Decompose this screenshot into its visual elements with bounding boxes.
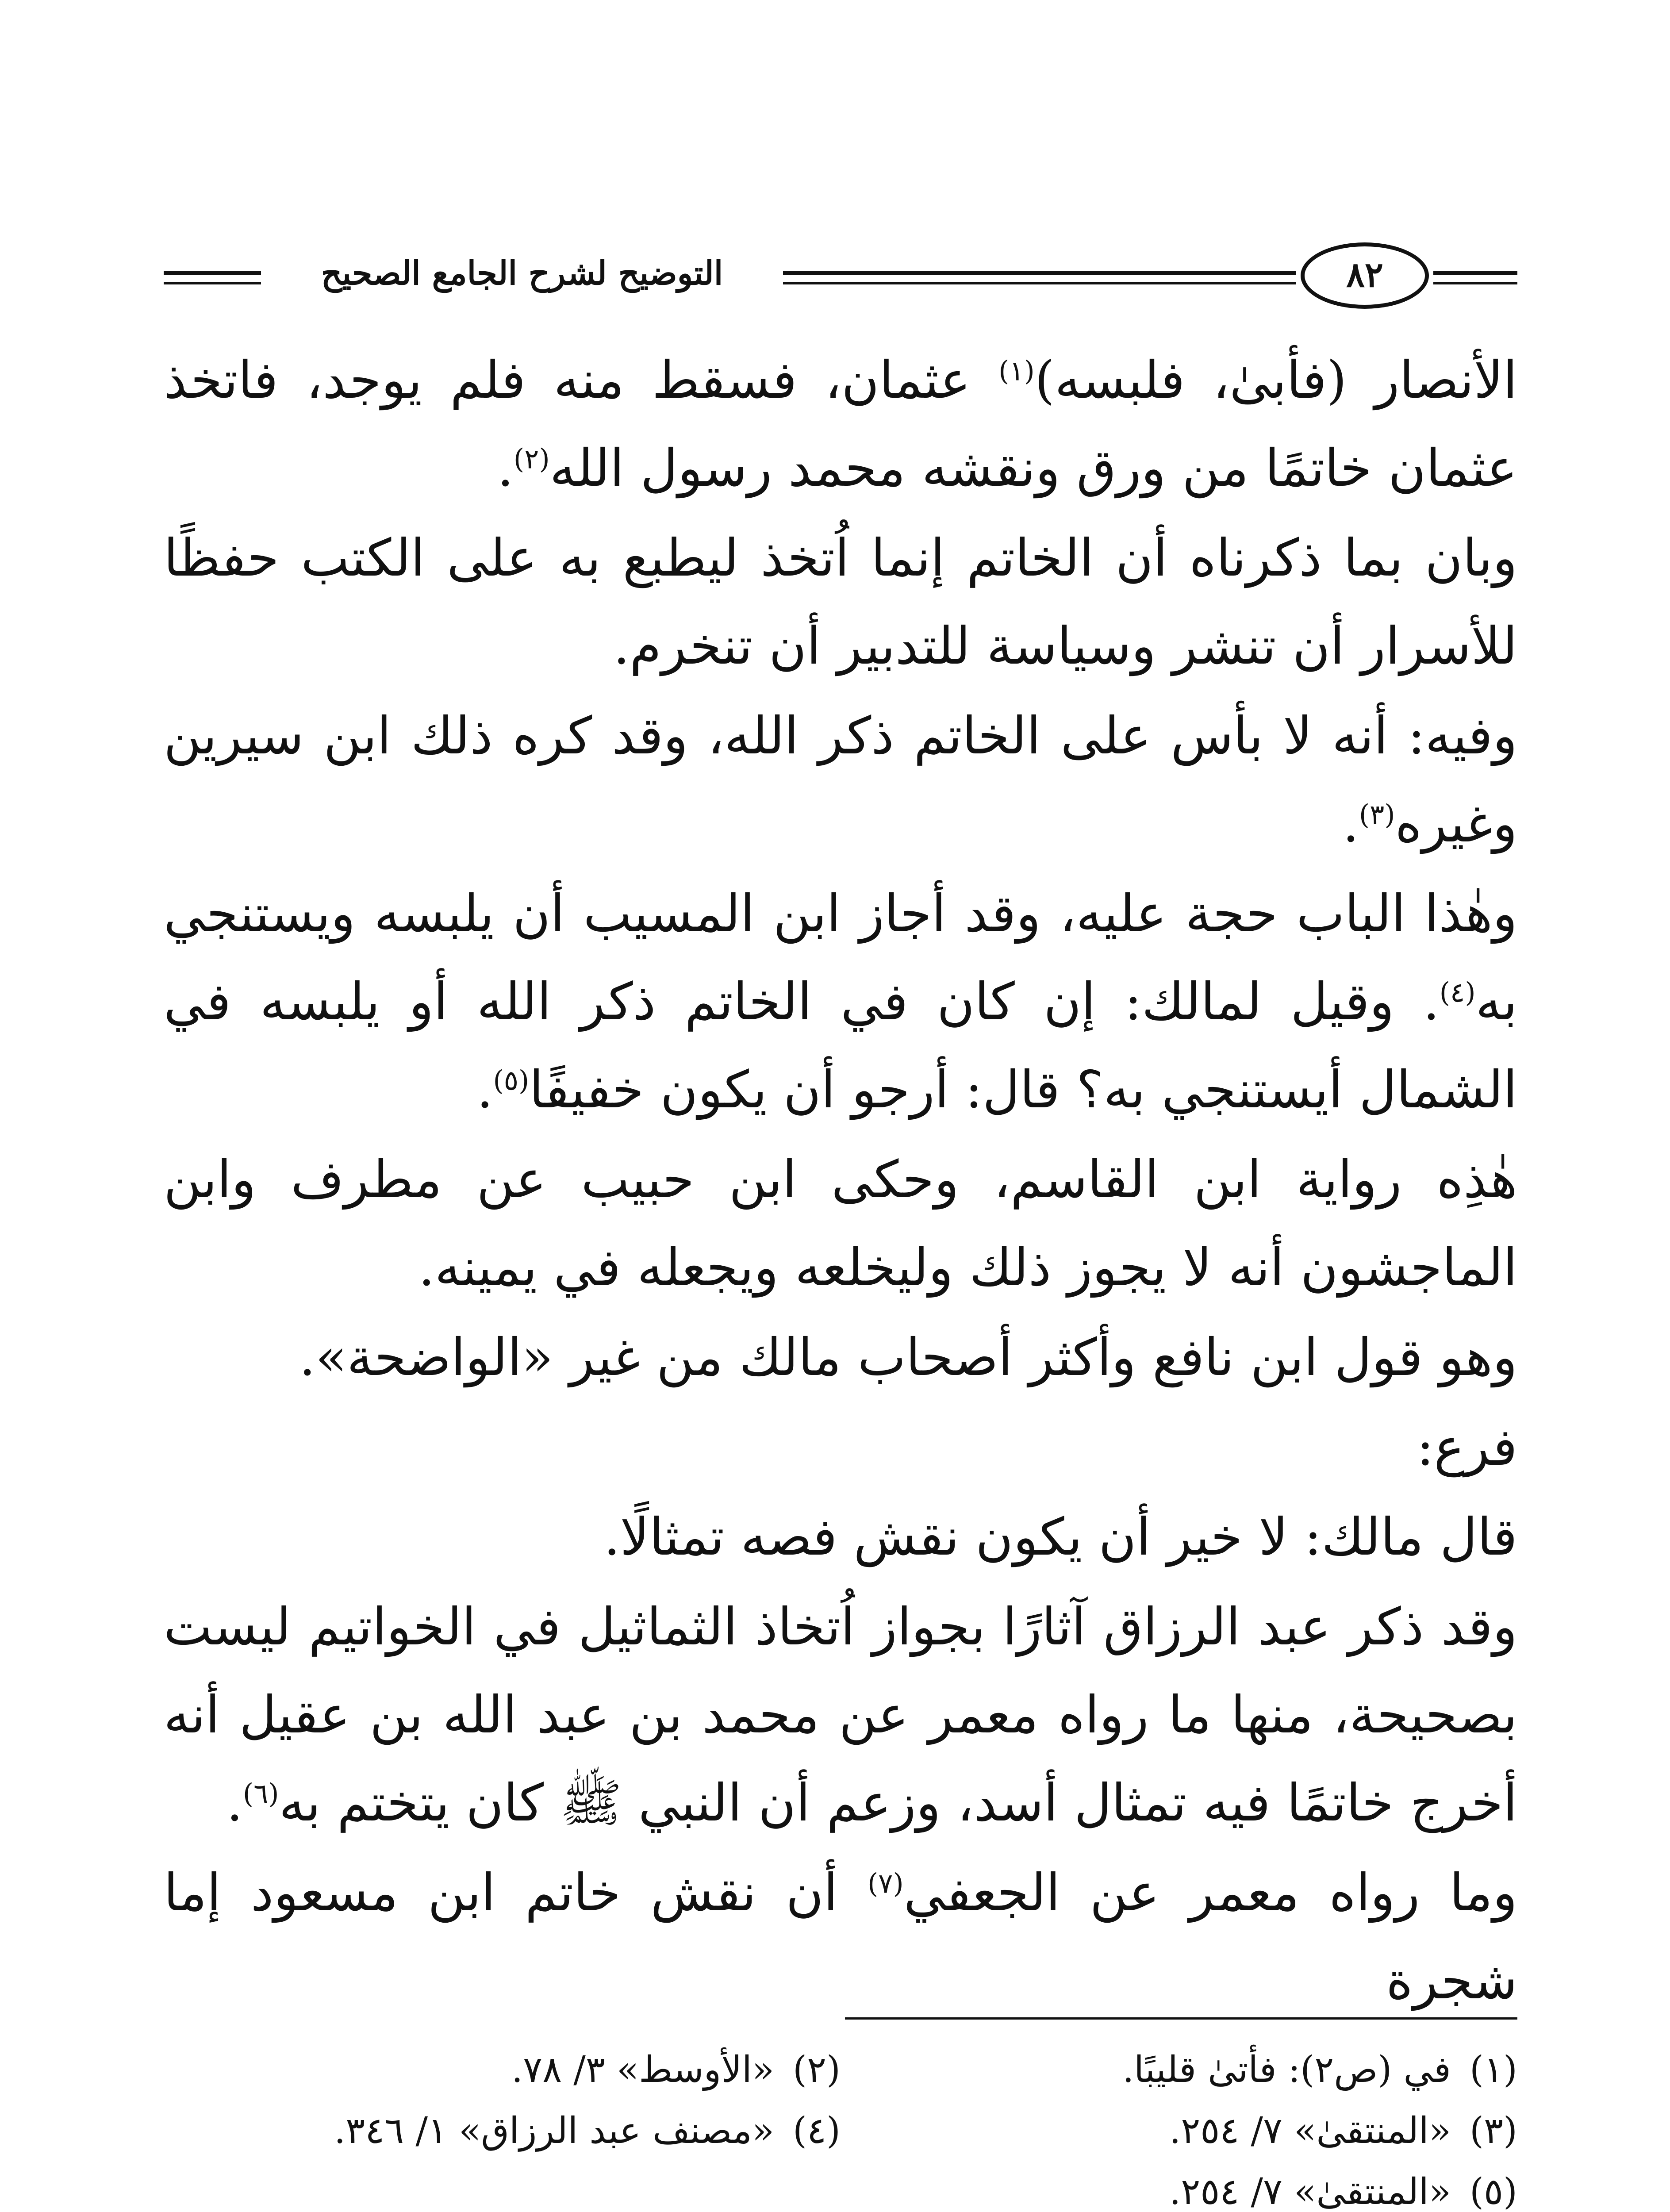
main-text	[164, 336, 1517, 2025]
footnote-text: «المنتقىٰ» ٧/ ٢٥٤.	[1169, 2110, 1451, 2152]
paragraph	[164, 336, 1517, 512]
text-run: وهٰذا الباب حجة عليه، وقد أجاز ابن المسيب أن يلبسه ويستنجي به	[164, 884, 1517, 1032]
paragraph	[164, 1583, 1517, 1847]
text-run: .	[1342, 794, 1359, 854]
text-run: وقد ذكر عبد الرزاق آثارًا بجواز اُتخاذ الثماثيل في الخواتيم ليست بصحيحة، منها ما رواه معمر عن محمد بن عبد الله بن عقيل أنه أخرج خاتمًا فيه تمثال أسد، وزعم أن النبي ﷺ كان يتختم به	[164, 1597, 1517, 1833]
text-run: وفيه: أنه لا بأس على الخاتم ذكر الله، وقد كره ذلك ابن سيرين وغيره	[164, 706, 1517, 854]
paragraph: وهو قول ابن نافع وأكثر أصحاب مالك من غير «الواضحة».	[299, 1328, 1517, 1387]
footnote-text: «المنتقىٰ» ٧/ ٢٥٤.	[1169, 2171, 1451, 2212]
paragraph	[164, 692, 1517, 868]
text-run: وما رواه معمر عن الجعفي	[903, 1863, 1517, 1923]
text-run: .	[497, 438, 514, 498]
paragraph	[164, 870, 1517, 1134]
page-number: ٨٢	[1301, 242, 1429, 309]
header-rule	[783, 282, 1296, 284]
header-rule	[164, 282, 261, 284]
footnote-ref: (١)	[998, 354, 1035, 387]
footnote-text: «الأوسط» ٣/ ٧٨.	[511, 2049, 774, 2091]
footnote-text: «مصنف عبد الرزاق» ١/ ٣٤٦.	[334, 2110, 774, 2152]
text-run: .	[476, 1060, 493, 1120]
footnote	[164, 2101, 841, 2162]
text-run: أن نقش خاتم ابن مسعود إما شجرة	[164, 1863, 1517, 2011]
footnote-row	[164, 2162, 1517, 2212]
footnote-ref: (٧)	[867, 1867, 904, 1900]
paragraph: قال مالك: لا خير أن يكون نقش فصه تمثالًا.	[603, 1507, 1517, 1567]
footnote-ref: (٤)	[1439, 976, 1476, 1009]
footnote-row	[164, 2039, 1517, 2101]
footnote-number: (٢)	[792, 2049, 841, 2091]
footnote-number: (٥)	[1469, 2171, 1517, 2212]
book-title: التوضيح لشرح الجامع الصحيح	[321, 254, 723, 292]
paragraph	[164, 1849, 1517, 2025]
running-header	[164, 230, 1517, 319]
header-rule	[164, 271, 261, 275]
footnote-number: (١)	[1469, 2049, 1517, 2091]
footnote-ref: (٢)	[513, 442, 550, 475]
footnote	[841, 2162, 1517, 2212]
footnote-separator	[845, 2017, 1517, 2020]
footnote-ref: (٦)	[242, 1777, 279, 1810]
text-run: الأنصار (فأبىٰ، فلبسه)	[1034, 350, 1517, 410]
header-rule	[1433, 282, 1517, 284]
footnote-number: (٤)	[792, 2110, 841, 2152]
paragraph: وبان بما ذكرناه أن الخاتم إنما اُتخذ ليطبع به على الكتب حفظًا للأسرار أن تنشر وسياسة للتدبير أن تنخرم.	[164, 528, 1517, 676]
text-run: عثمان، فسقط منه فلم يوجد، فاتخذ عثمان خاتمًا من ورق ونقشه محمد رسول الله	[164, 350, 1517, 498]
header-rule	[783, 271, 1296, 275]
footnote	[841, 2101, 1517, 2162]
footnote	[841, 2039, 1517, 2101]
section-label: فرع:	[1417, 1417, 1517, 1477]
footnote-text: في (ص٢): فأتىٰ قليبًا.	[1122, 2049, 1451, 2091]
text-run: . وقيل لمالك: إن كان في الخاتم ذكر الله أو يلبسه في الشمال أيستنجي به؟ قال: أرجو أن يكون خفيفًا	[164, 972, 1517, 1120]
footnotes	[164, 2039, 1517, 2212]
paragraph: هٰذِه رواية ابن القاسم، وحكى ابن حبيب عن مطرف وابن الماجشون أنه لا يجوز ذلك وليخلعه ويجعله في يمينه.	[164, 1150, 1517, 1298]
footnote-number: (٣)	[1469, 2110, 1517, 2152]
footnote-ref: (٥)	[493, 1064, 530, 1097]
footnote-row	[164, 2101, 1517, 2162]
text-run: .	[227, 1773, 243, 1833]
footnote-ref: (٣)	[1359, 798, 1395, 831]
header-rule	[1433, 271, 1517, 275]
footnote	[164, 2039, 841, 2101]
